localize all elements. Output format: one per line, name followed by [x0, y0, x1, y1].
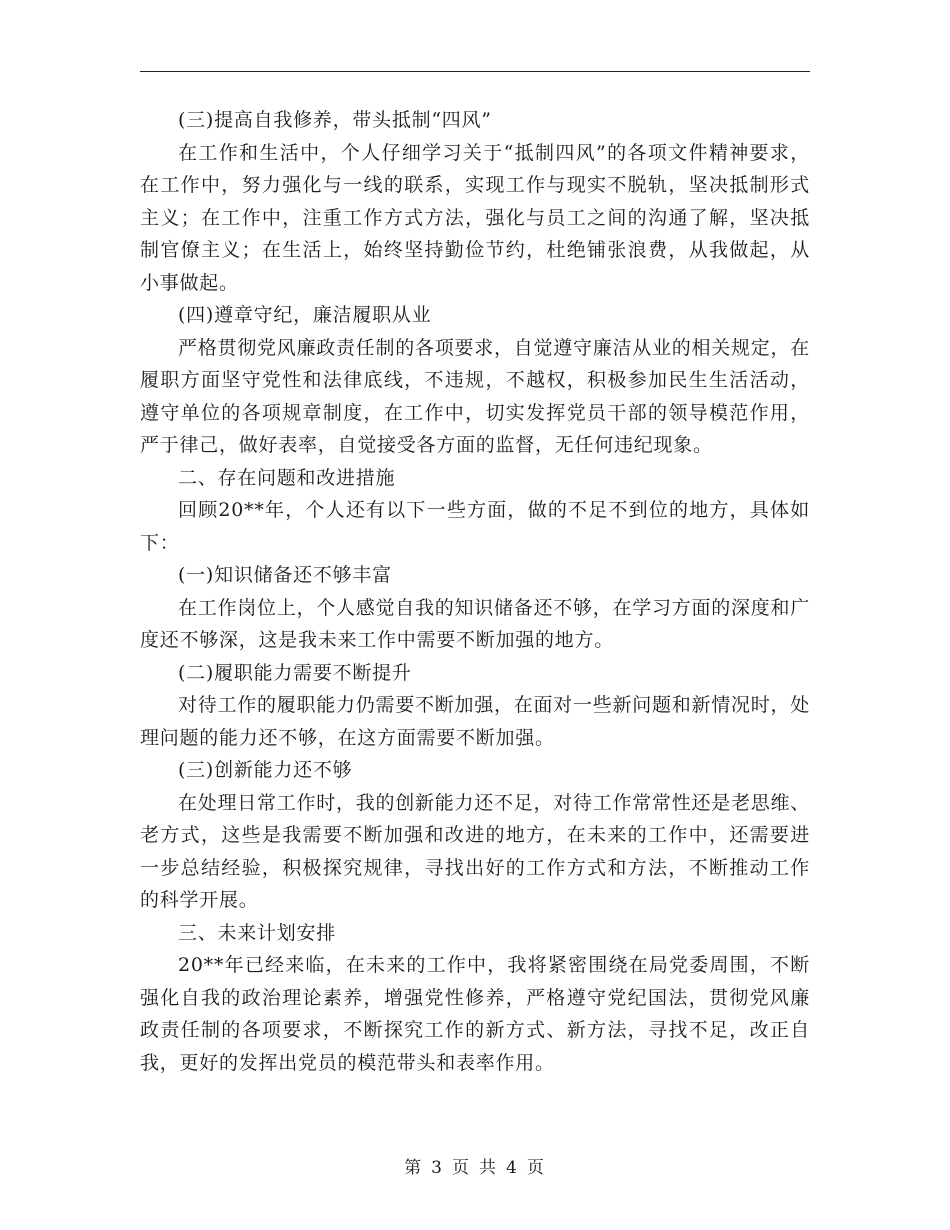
body-paragraph: 20**年已经来临，在未来的工作中，我将紧密围绕在局党委周围，不断强化自我的政治理论素养，增强党性修养，严格遵守党纪国法，贯彻党风廉政责任制的各项要求，不断探究工作的新方式、新方法，寻找不足，改正自我，更好的发挥出党员的模范带头和表率作用。 [140, 954, 810, 1074]
chapter-heading: 三、未来计划安排 [178, 921, 337, 944]
section-heading: (一)知识储备还不够丰富 [178, 564, 392, 586]
body-paragraph: 回顾20**年，个人还有以下一些方面，做的不足不到位的地方，具体如下： [140, 499, 810, 554]
section-heading: (三)创新能力还不够 [178, 759, 353, 781]
footer-total-pages: 4 [506, 1158, 519, 1178]
footer-ye: 页 [452, 1158, 471, 1178]
header-rule [140, 71, 810, 72]
document-body [140, 104, 810, 1079]
body-paragraph: 严格贯彻党风廉政责任制的各项要求，自觉遵守廉洁从业的相关规定，在履职方面坚守党性和法律底线，不违规，不越权，积极参加民生生活活动，遵守单位的各项规章制度，在工作中，切实发挥党员干部的领导模范作用，严于律己，做好表率，自觉接受各方面的监督，无任何违纪现象。 [140, 336, 811, 456]
footer-gong: 共 [479, 1158, 498, 1178]
chapter-heading: 二、存在问题和改进措施 [178, 466, 396, 489]
body-paragraph: 对待工作的履职能力仍需要不断加强，在面对一些新问题和新情况时，处理问题的能力还不够，在这方面需要不断加强。 [140, 694, 811, 749]
footer-ye-2: 页 [526, 1158, 546, 1178]
footer-page-number: 3 [431, 1158, 444, 1178]
page-footer [0, 1153, 950, 1178]
section-heading: (四)遵章守纪，廉洁履职从业 [178, 304, 432, 326]
body-paragraph: 在工作和生活中，个人仔细学习关于“抵制四风”的各项文件精神要求，在工作中，努力强化与一线的联系，实现工作与现实不脱轨，坚决抵制形式主义；在工作中，注重工作方式方法，强化与员工之间的沟通了解，坚决抵制官僚主义；在生活上，始终坚持勤俭节约，杜绝铺张浪费，从我做起，从小事做起。 [140, 141, 810, 294]
footer-di: 第 [404, 1158, 424, 1178]
section-heading: (三)提高自我修养，带头抵制“四风” [178, 109, 492, 131]
body-paragraph: 在处理日常工作时，我的创新能力还不足，对待工作常常性还是老思维、老方式，这些是我需要不断加强和改进的地方，在未来的工作中，还需要进一步总结经验，积极探究规律，寻找出好的工作方式和方法，不断推动工作的科学开展。 [140, 791, 811, 911]
section-heading: (二)履职能力需要不断提升 [178, 661, 412, 684]
body-paragraph: 在工作岗位上，个人感觉自我的知识储备还不够，在学习方面的深度和广度还不够深，这是我未来工作中需要不断加强的地方。 [140, 596, 811, 651]
